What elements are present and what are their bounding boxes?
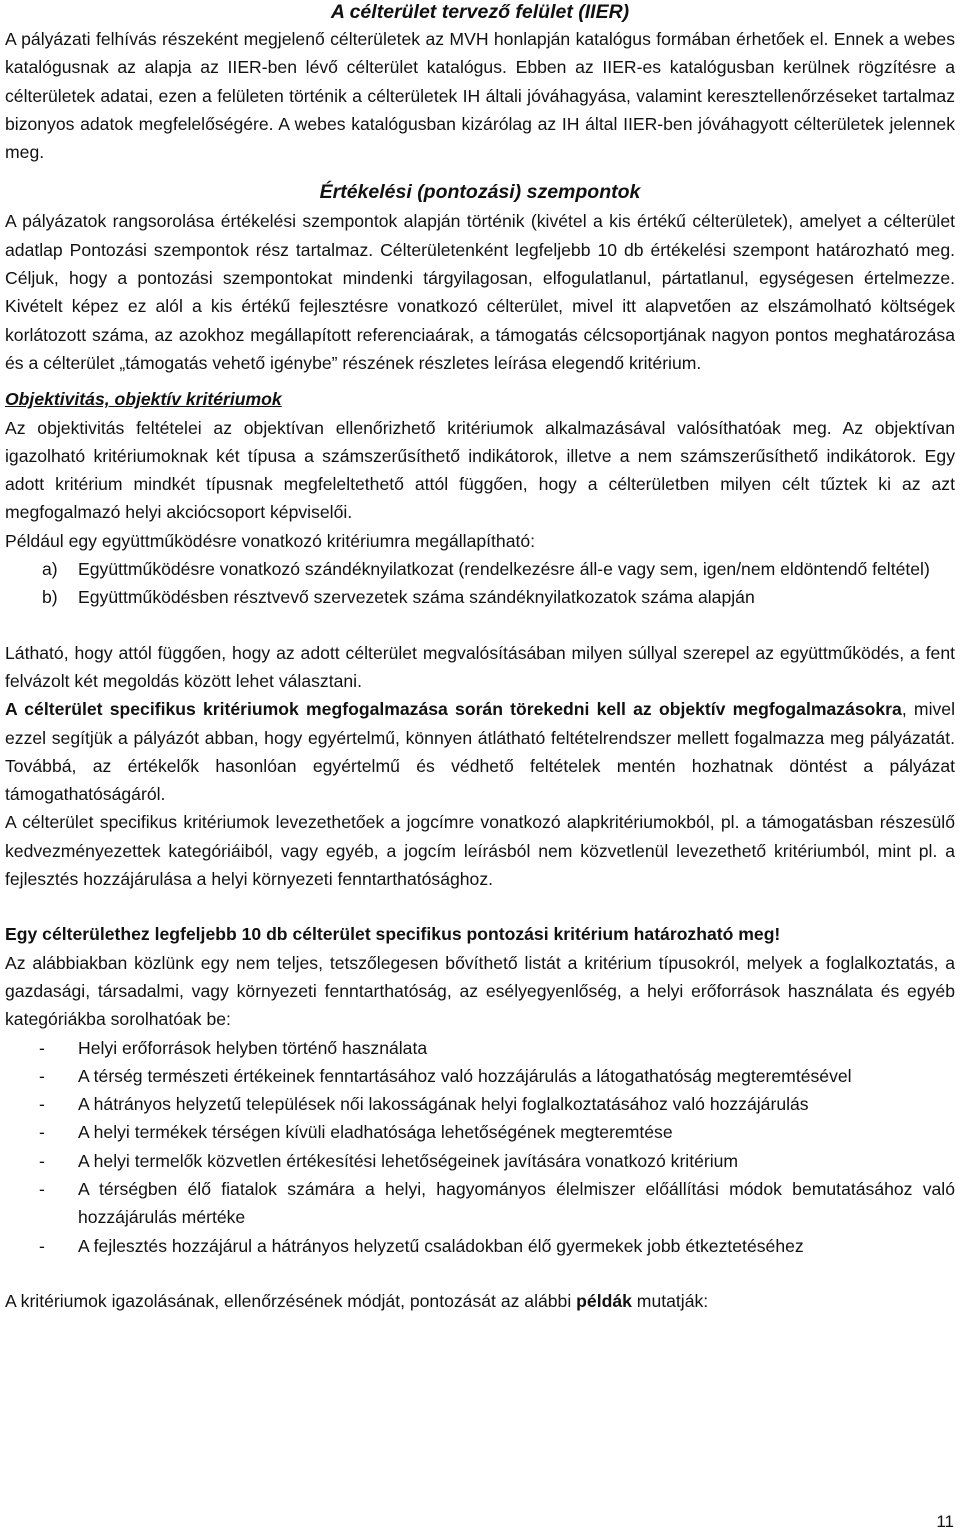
bold-lead: A célterület specifikus kritériumok megfogalmazása során törekedni kell az objektív megfogalmazásokra [5, 699, 902, 720]
example-list [5, 555, 955, 612]
document-title-wrap [5, 0, 955, 25]
closing-post: mutatják: [631, 1290, 709, 1311]
document-title: A célterület tervező felület (IIER) [330, 1, 630, 23]
list-item-text: A hátrányos helyzetű települések női lakosságának helyi foglalkoztatásához való hozzájárulás [78, 1094, 809, 1115]
paragraph-rest: , mivel ezzel segítjük a pályázót abban, hogy egyértelmű, könnyen átlátható feltételrendszer mellett fogalmazza meg pályázatát. Továbbá, az értékelők hasonlóan egyértelmű és védhető feltételek mentén hozhatnak döntést a pályázat támogathatóságáról. [5, 699, 955, 805]
list-item-text: A térség természeti értékeinek fenntartásához való hozzájárulás a látogathatóság megteremtésével [78, 1065, 852, 1086]
criteria-list-intro: Az alábbiakban közlünk egy nem teljes, tetszőlegesen bővíthető listát a kritérium típusokról, melyek a foglalkoztatás, a gazdasági, társadalmi, vagy környezeti fenntarthatóság, az esélyegyenlőség, a helyi erőforrások használata és egyéb kategóriákba sorolhatóak be: [5, 952, 955, 1030]
objective-criteria-paragraph [5, 695, 955, 808]
list-item [5, 1232, 955, 1260]
bold-notice [5, 920, 955, 948]
bold-notice-text: Egy célterülethez legfeljebb 10 db célterület specifikus pontozási kritérium határozható meg! [5, 924, 781, 945]
section-paragraph: A pályázatok rangsorolása értékelési szempontok alapján történik (kivétel a kis értékű célterületek), amelyet a célterület adatlap Pontozási szempontok rész tartalmaz. Célterületenként legfeljebb 10 db értékelési szempont határozható meg. Céljuk, hogy a pontozási szempontokat mindenki tárgyilagosan, elfogulatlanul, pártatlanul, egységesen értelmezze. Kivételt képez ez alól a kis értékű fejlesztésre vonatkozó célterület, mivel itt alapvetően az elszámolható költségek korlátozott száma, az azokhoz megállapított referenciaárak, a támogatás célcsoportjának nagyon pontos meghatározása és a célterület „támogatás vehető igénybe” részének részletes leírása elegendő kritérium. [5, 211, 955, 373]
document-page [5, 0, 955, 1315]
list-item-text: A fejlesztés hozzájárul a hátrányos helyzetű családokban élő gyermekek jobb étkeztetéséhez [78, 1235, 804, 1256]
list-item-text: A helyi termékek térségen kívüli eladhatósága lehetőségének megteremtése [78, 1122, 673, 1143]
list-item [5, 1118, 955, 1146]
objectivity-paragraph: Az objektivitás feltételei az objektívan ellenőrizhető kritériumok alkalmazásával valósíthatóak meg. Az objektívan igazolható kritériumoknak két típusa a számszerűsíthető indikátorok, illetve a nem számszerűsíthető indikátorok. Egy adott kritérium mindkét típusnak megfeleltethető attól függően, hogy a célterületben milyen célt tűztek ki az azt megfogalmazó helyi akciócsoport képviselői. [5, 417, 955, 523]
spacer [5, 1260, 955, 1287]
specific-criteria-paragraph: A célterület specifikus kritériumok levezethetőek a jogcímre vonatkozó alapkritériumokból, pl. a támogatásban részesülő kedvezményezettek kategóriáiból, vagy egyéb, a jogcím leírásból nem közvetlenül levezethető kritériumból, mint pl. a fejlesztés hozzájárulása a helyi környezeti fenntarthatósághoz. [5, 812, 955, 890]
list-marker: - [39, 1122, 45, 1143]
closing-paragraph [5, 1287, 955, 1315]
list-item [5, 1147, 955, 1175]
list-item-text: Együttműködésben résztvevő szervezetek száma szándéknyilatkozatok száma alapján [78, 587, 755, 608]
spacer [5, 612, 955, 639]
list-marker: - [39, 1178, 45, 1199]
example-intro: Például egy együttműködésre vonatkozó kritériumra megállapítható: [5, 530, 536, 551]
list-item [5, 1090, 955, 1118]
list-marker: - [39, 1065, 45, 1086]
page-number: 11 [936, 1512, 954, 1531]
criteria-list [5, 1034, 955, 1260]
subheading-objectivity: Objektivitás, objektív kritériumok [5, 389, 282, 410]
list-item [5, 1175, 955, 1232]
list-item [5, 555, 955, 583]
list-marker: - [39, 1094, 45, 1115]
spacer [5, 893, 955, 920]
list-item-text: A térségben élő fiatalok számára a helyi, hagyományos élelmiszer előállítási módok bemutatásához való hozzájárulás mértéke [78, 1178, 955, 1228]
list-marker: - [39, 1037, 45, 1058]
list-marker: b) [42, 587, 58, 608]
closing-bold: példák [576, 1290, 632, 1311]
section-heading: Értékelési (pontozási) szempontok [319, 181, 641, 204]
list-item [5, 1062, 955, 1090]
list-item [5, 583, 955, 611]
intro-paragraph: A pályázati felhívás részeként megjelenő célterületek az MVH honlapján katalógus formában érhetőek el. Ennek a webes katalógusnak az alapja az IIER-ben lévő célterület katalógus. Ebben az IIER-es katalógusban kerülnek rögzítésre a célterületek adatai, ezen a felületen történik a célterületek IH általi jóváhagyása, valamint keresztellenőrzéseket tartalmaz bizonyos adatok megfelelőségére. A webes katalógusban kizárólag az IH által IIER-ben jóváhagyott célterületek jelennek meg. [5, 29, 955, 163]
list-item-text: Együttműködésre vonatkozó szándéknyilatkozat (rendelkezésre áll-e vagy sem, igen/nem eldöntendő feltétel) [78, 559, 930, 580]
list-item [5, 1034, 955, 1062]
list-marker: - [39, 1150, 45, 1171]
list-marker: a) [42, 559, 58, 580]
list-item-text: Helyi erőforrások helyben történő használata [78, 1037, 428, 1058]
visible-paragraph: Látható, hogy attól függően, hogy az adott célterület megvalósításában milyen súllyal szerepel az együttműködés, a fent felvázolt két megoldás között lehet választani. [5, 642, 955, 691]
closing-pre: A kritériumok igazolásának, ellenőrzésének módját, pontozását az alábbi [5, 1290, 577, 1311]
list-item-text: A helyi termelők közvetlen értékesítési lehetőségeinek javítására vonatkozó kritérium [78, 1150, 739, 1171]
list-marker: - [39, 1235, 45, 1256]
